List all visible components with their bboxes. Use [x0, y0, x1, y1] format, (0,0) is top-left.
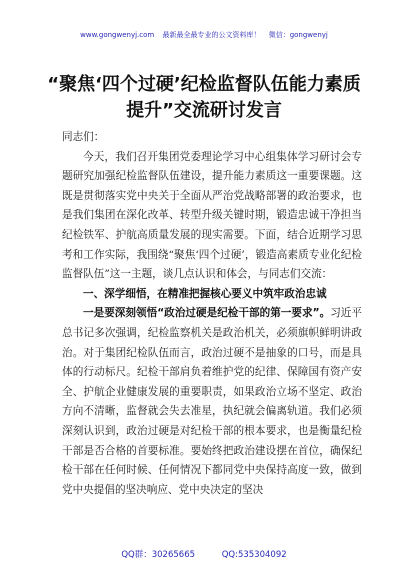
site-header [0, 30, 408, 40]
section-heading-1: 一、深学细悟，在精准把握核心要义中筑牢政治忠诚 [83, 287, 327, 300]
qq-group: QQ群：30265665 [121, 550, 196, 560]
paragraph-point-1 [62, 304, 362, 500]
point-1-heading: 一是要深刻领悟“政治过硬是纪检干部的第一要求”。 [83, 307, 331, 320]
paragraph-intro: 今天，我们召开集团党委理论学习中心组集体学习研讨会专题研究加强纪检监督队伍建设，提升能力素质这一重要课题。这既是贯彻落实党中央关于全面从严治党战略部署的政治要求，也是我们集团在深化改革、转型升级关键时期，锻造忠诚干净担当纪检铁军、护航高质量发展的现实需要。下面，结合近期学习思考和工作实际，我围绕“聚焦‘四个过硬’，锻造高素质专业化纪检监督队伍”这一主题，谈几点认识和体会，与同志们交流： [62, 150, 362, 281]
point-1-text: 习近平总书记多次强调，纪检监察机关是政治机关，必须旗帜鲜明讲政治。对于集团纪检队伍而言，政治过硬不是抽象的口号，而是具体的行动标尺。纪检干部肩负着维护党的纪律、保障国有资产安全、护航企业健康发展的重要职责，如果政治立场不坚定、政治方向不清晰，监督就会失去准星，执纪就会偏离轨道。我们必须深刻认识到，政治过硬是对纪检干部的根本要求，也是衡量纪检干部是否合格的首要标准。要始终把政治建设摆在首位，确保纪检干部在任何时候、任何情况下都同党中央保持高度一致，做到党中央提倡的坚决响应、党中央决定的坚决 [62, 307, 362, 496]
site-footer [0, 548, 408, 560]
document-body [62, 128, 362, 500]
qq-contact: QQ:535304092 [221, 550, 287, 560]
greeting: 同志们： [62, 131, 105, 143]
document-title: “聚焦‘四个过硬’纪检监督队伍能力素质提升”交流研讨发言 [47, 74, 361, 121]
site-slogan: 最新最全最专业的公文资料库！ [162, 31, 261, 39]
site-url[interactable]: www.gongwenyj.com [80, 31, 155, 39]
wechat-id: 微信：gongwenyj [268, 31, 328, 39]
